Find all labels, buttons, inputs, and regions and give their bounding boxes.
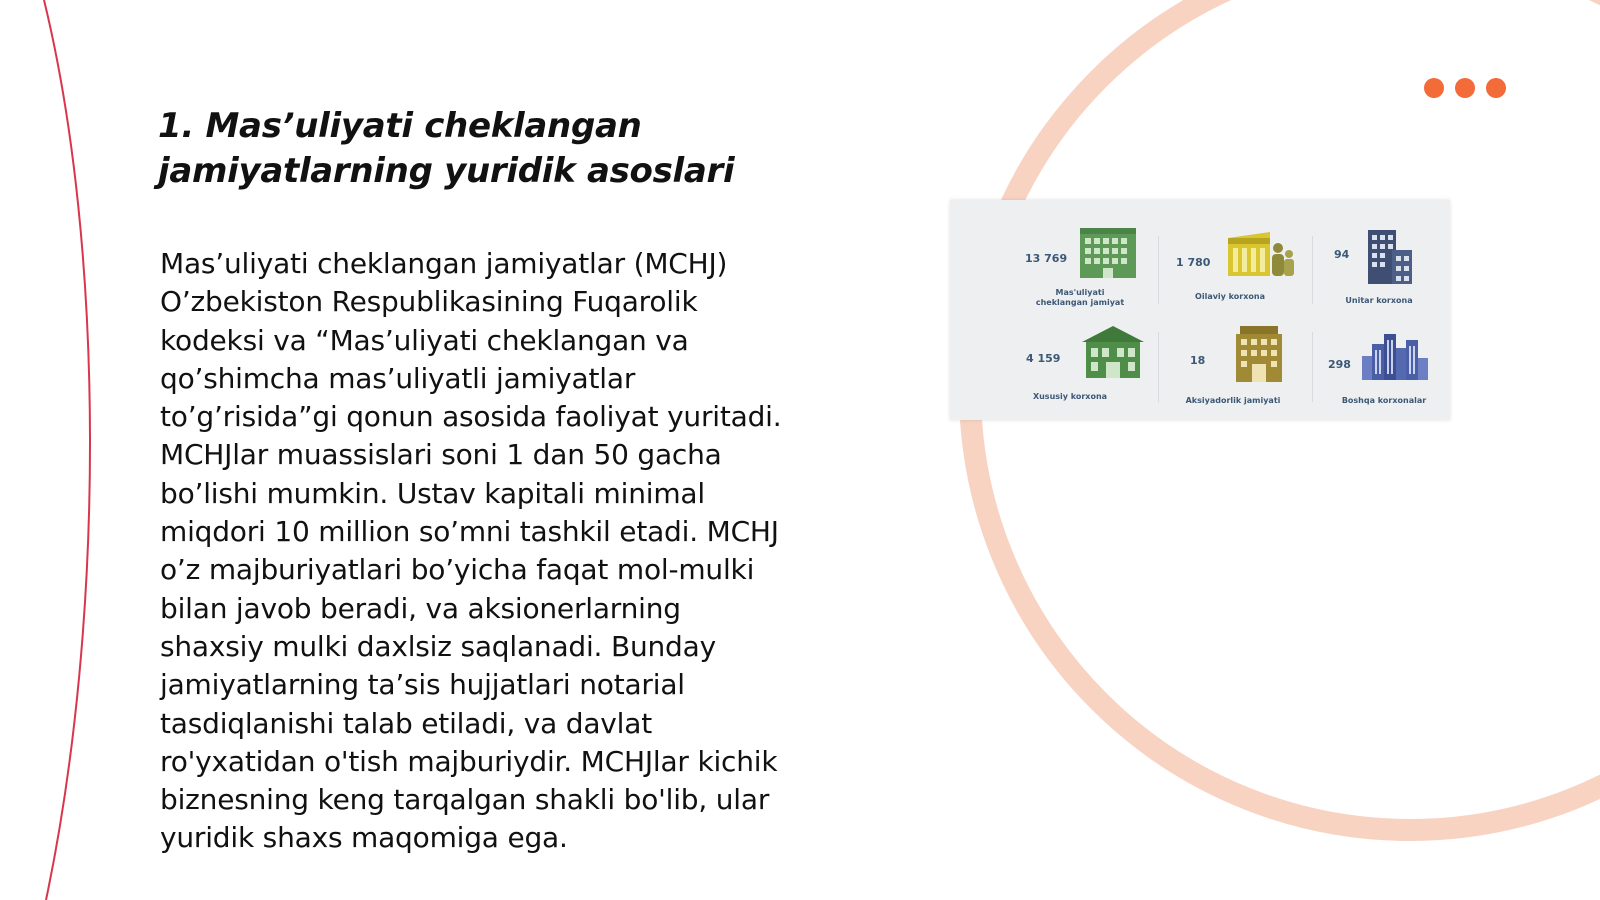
- blue-city-skyline-icon: [1360, 330, 1430, 380]
- yellow-family-shop-icon: [1226, 228, 1296, 278]
- infographic-item-private: [1000, 320, 1160, 420]
- enterprise-types-infographic: [950, 200, 1450, 420]
- body-line: yuridik shaxs maqomiga ega.: [160, 821, 568, 855]
- item-label: Oilaviy korxona: [1195, 292, 1265, 301]
- green-office-building-icon: [1078, 226, 1138, 278]
- item-value: 298: [1328, 358, 1351, 371]
- item-value: 4 159: [1026, 352, 1061, 365]
- item-label: Mas'uliyati cheklangan jamiyat: [1035, 288, 1125, 307]
- body-line: shaxsiy mulki daxlsiz saqlanadi. Bunday: [160, 629, 716, 663]
- navy-tower-building-icon: [1366, 228, 1414, 284]
- body-line: kodeksi va “Mas’uliyati cheklangan va: [160, 323, 689, 357]
- infographic-item-joint-stock: [1160, 320, 1320, 420]
- item-label: Aksiyadorlik jamiyati: [1185, 396, 1281, 405]
- infographic-item-other: [1314, 320, 1474, 420]
- infographic-item-unitary: [1314, 220, 1474, 320]
- item-value: 1 780: [1176, 256, 1211, 269]
- body-line: to’g’risida”gi qonun asosida faoliyat yuritadi.: [160, 400, 782, 434]
- item-label: Boshqa korxonalar: [1341, 396, 1427, 405]
- item-value: 13 769: [1025, 252, 1068, 265]
- body-line: jamiyatlarning ta’sis hujjatlari notarial: [160, 668, 685, 702]
- body-line: miqdori 10 million so’mni tashkil etadi. MCHJ: [160, 515, 779, 549]
- body-line: tasdiqlanishi talab etiladi, va davlat: [160, 706, 652, 740]
- left-edge-curve: [44, 0, 90, 900]
- dot-2: [1455, 78, 1475, 98]
- body-line: ro'yxatidan o'tish majburiydir. MCHJlar kichik: [160, 744, 778, 778]
- olive-apartment-building-icon: [1232, 324, 1286, 384]
- item-value: 18: [1190, 354, 1206, 367]
- body-line: Mas’uliyati cheklangan jamiyatlar (MCHJ): [160, 247, 728, 280]
- body-line: bilan javob beradi, va aksionerlarning: [160, 591, 681, 625]
- dots-indicator: [1424, 78, 1506, 98]
- dot-1: [1424, 78, 1444, 98]
- body-line: biznesning keng tarqalgan shakli bo'lib, ular: [160, 783, 770, 817]
- dot-3: [1486, 78, 1506, 98]
- item-label: Xususiy korxona: [1032, 392, 1108, 401]
- item-label: Unitar korxona: [1345, 296, 1413, 305]
- infographic-item-family: [1160, 220, 1320, 320]
- body-paragraph: [160, 245, 860, 858]
- body-line: O’zbekiston Respublikasining Fuqarolik: [160, 285, 698, 319]
- green-private-house-icon: [1080, 324, 1146, 380]
- slide-title: [158, 104, 858, 194]
- body-line: qo’shimcha mas’uliyatli jamiyatlar: [160, 361, 636, 395]
- body-line: MCHJlar muassislari soni 1 dan 50 gacha: [160, 438, 722, 472]
- body-line: o’z majburiyatlari bo’yicha faqat mol-mulki: [160, 553, 755, 587]
- item-value: 94: [1334, 248, 1350, 261]
- title-line: 1. Mas’uliyati cheklangan: [158, 106, 642, 146]
- title-line: jamiyatlarning yuridik asoslari: [158, 151, 735, 191]
- infographic-item-mchj: [1000, 220, 1160, 320]
- body-line: bo’lishi mumkin. Ustav kapitali minimal: [160, 476, 705, 510]
